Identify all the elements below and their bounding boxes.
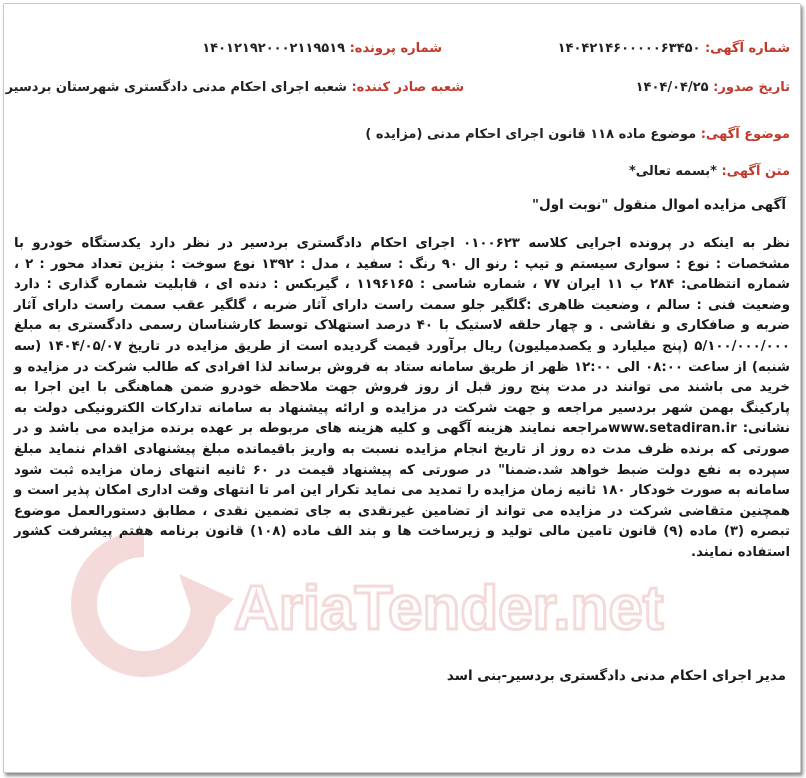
- case-number-row: [202, 41, 442, 56]
- notice-number-label: شماره آگهی:: [704, 41, 790, 56]
- notice-heading: آگهی مزایده اموال منقول "نوبت اول": [531, 197, 786, 213]
- issue-date-row: [636, 80, 790, 95]
- subject-value: موضوع ماده ۱۱۸ قانون اجرای احکام مدنی (مزایده ): [365, 127, 697, 142]
- issue-date-value: ۱۴۰۴/۰۴/۲۵: [635, 80, 709, 95]
- subject-label: موضوع آگهی:: [700, 127, 790, 142]
- issue-date-label: تاریخ صدور:: [713, 80, 790, 95]
- text-label: متن آگهی:: [721, 164, 790, 179]
- issuer-row: [6, 80, 464, 95]
- case-number-label: شماره پرونده:: [349, 41, 442, 56]
- signature-line: مدیر اجرای احکام مدنی دادگستری بردسیر-بنی اسد: [446, 668, 786, 684]
- case-number-value: ۱۴۰۱۲۱۹۲۰۰۰۲۱۱۹۵۱۹: [202, 41, 346, 56]
- watermark-text: AriaTender.net: [234, 574, 664, 643]
- text-row: [629, 164, 790, 179]
- issuer-label: شعبه صادر کننده:: [351, 80, 464, 95]
- text-value: *بسمه تعالی*: [628, 164, 717, 179]
- notice-number-row: [558, 41, 790, 56]
- issuer-value: شعبه اجرای احکام مدنی دادگستری شهرستان بردسیر: [5, 80, 347, 95]
- notice-body-paragraph: نظر به اینکه در پرونده اجرایی کلاسه ۰۱۰۰۶۲۳ اجرای احکام دادگستری بردسیر در نظر دارد یکدستگاه خودرو با مشخصات : نوع : سواری سیستم و تیپ : رنو ال ۹۰ رنگ : سفید ، مدل : ۱۳۹۲ نوع سوخت : بنزین تعداد محور : ۲ ، شماره انتظامی: ۲۸۴ ب ۱۱ ایران ۷۷ ، شماره شاسی : ۱۱۹۶۱۶۵ ، گیربکس : دنده ای ، قابلیت شماره گذاری : دارد وضعیت فنی : سالم ، وضعیت ظاهری :گلگیر جلو سمت راست دارای آثار ضربه ، گلگیر عقب سمت راست دارای آثار ضربه و صافکاری و نقاشی . و چهار حلقه لاستیک با ۴۰ درصد استهلاک توسط کارشناسان رسمی دادگستری به مبلغ ۵/۱۰۰/۰۰۰/۰۰۰ (پنج میلیارد و یکصدمیلیون) ریال برآورد قیمت گردیده است از طریق مزایده در تاریخ ۱۴۰۴/۰۵/۰۷ (سه شنبه) از ساعت ۰۸:۰۰ الی ۱۲:۰۰ ظهر از طریق سامانه ستاد به فروش برساند لذا افرادی که طالب شرکت در مزایده و خرید می باشند می توانند در مدت پنج روز قبل از روز فروش جهت ملاحظه خودرو ضمن هماهنگی با این اجرا به پارکینگ بهمن شهر بردسیر مراجعه و جهت شرکت در مزایده و ارائه پیشنهاد به سامانه تدارکات الکترونیکی دولت به نشانی: www.setadiran.irمراجعه نمایند هزینه آگهی و کلیه هزینه های مربوطه بر عهده برنده مزایده می باشد و در صورتی که برنده ظرف مدت ده روز از تاریخ انجام مزایده نسبت به واریز باقیمانده مبلغ پیشنهادی اقدام ننماید مبلغ سپرده به نفع دولت ضبط خواهد شد.ضمنا" در صورتی که پیشنهاد قیمت در ۶۰ ثانیه انتهای زمان مزایده ثبت شود سامانه به صورت خودکار ۱۸۰ ثانیه زمان مزایده را تمدید می نماید تکرار این امر تا انتهای وقت اداری امکان پذیر است و همچنین متقاضی شرکت در مزایده می تواند از تضامین غیرنقدی به جای تضمین نقدی ، مطابق دستورالعمل موضوع تبصره (۳) ماده (۹) قانون تامین مالی تولید و زیرساخت ها و بند الف ماده (۱۰۸) قانون برنامه هفتم پیشرفت کشور استفاده نمایند.: [14, 236, 791, 560]
- notice-frame: [3, 3, 801, 773]
- notice-number-value: ۱۴۰۴۲۱۴۶۰۰۰۰۰۶۳۴۵۰: [557, 41, 701, 56]
- subject-row: [365, 127, 790, 142]
